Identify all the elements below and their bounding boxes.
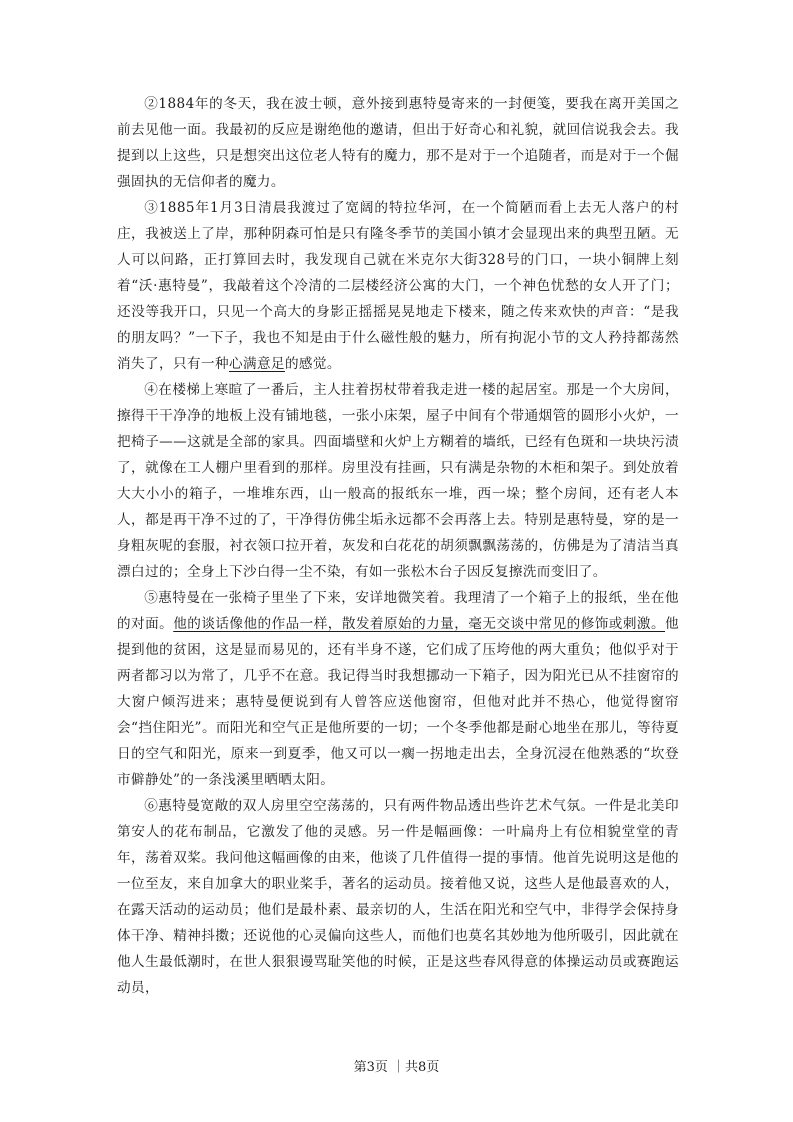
article-body bbox=[117, 91, 679, 1001]
paragraph-text: ③1885年1月3日清晨我渡过了宽阔的特拉华河，在一个简陋而看上去无人落户的村庄，我被送上了岸，那种阴森可怕是只有隆冬季节的美国小镇才会显现出来的典型丑陋。无人可以问路，正打算回去时，我发现自己就在米克尔大街328号的门口，一块小铜牌上刻着“沃·惠特曼”，我敲着这个冷清的二层楼经济公寓的大门，一个神色忧愁的女人开了门；还没等我开口，只见一个高大的身影正摇摇晃晃地走下楼来，随之传来欢快的声音：“是我的朋友吗？”一下子，我也不知是由于什么磁性般的魅力，所有拘泥小节的文人矜持都荡然消失了，只有一种 bbox=[117, 200, 679, 372]
paragraph bbox=[117, 793, 679, 1001]
paragraph-text: ②1884年的冬天，我在波士顿，意外接到惠特曼寄来的一封便笺，要我在离开美国之前去见他一面。我最初的反应是谢绝他的邀请，但出于好奇心和礼貌，就回信说我会去。我提到以上这些，只是想突出这位老人特有的魔力，那不是对于一个追随者，而是对于一个倔强固执的无信仰者的魔力。 bbox=[117, 96, 679, 190]
underlined-phrase: 他的谈话像他的作品一样，散发着原始的力量，毫无交谈中常见的修饰或刺激。 bbox=[173, 616, 666, 632]
paragraph-text: ⑤惠特曼在一张椅子里坐了下来，安详地微笑着。我理清了一个箱子上的报纸，坐在他的对面。 bbox=[117, 590, 679, 632]
page-footer: 第3页 ｜共8页 bbox=[353, 1060, 440, 1075]
paragraph bbox=[117, 377, 679, 585]
paragraph-text: 的感觉。 bbox=[284, 356, 341, 372]
underlined-phrase: 心满意足 bbox=[228, 356, 285, 372]
paragraph bbox=[117, 195, 679, 377]
paragraph bbox=[117, 91, 679, 195]
paragraph bbox=[117, 585, 679, 793]
paragraph-text: ④在楼梯上寒暄了一番后，主人拄着拐杖带着我走进一楼的起居室。那是一个大房间，擦得干干净净的地板上没有铺地毯，一张小床架，屋子中间有个带通烟管的圆形小火炉，一把椅子——这就是全部的家具。四面墙壁和火炉上方糊着的墙纸，已经有色斑和一块块污渍了，就像在工人棚户里看到的那样。房里没有挂画，只有满是杂物的木柜和架子。到处放着大大小小的箱子，一堆堆东西，山一般高的报纸东一堆，西一垛；整个房间，还有老人本人，都是再干净不过的了，干净得仿佛尘垢永远都不会再落上去。特别是惠特曼，穿的是一身粗灰呢的套服，衬衣领口拉开着，灰发和白花花的胡须飘飘荡荡的，仿佛是为了清洁当真漂白过的；全身上下沙白得一尘不染，有如一张松木台子因反复擦洗而变旧了。 bbox=[117, 382, 679, 580]
paragraph-text: ⑥惠特曼宽敞的双人房里空空荡荡的，只有两件物品透出些许艺术气氛。一件是北美印第安人的花布制品，它激发了他的灵感。另一件是幅画像：一叶扁舟上有位相貌堂堂的青年，荡着双桨。我问他这幅画像的由来，他谈了几件值得一提的事情。他首先说明这是他的一位至友，来自加拿大的职业桨手，著名的运动员。接着他又说，这些人是他最喜欢的人，在露天活动的运动员；他们是最朴素、最亲切的人，生活在阳光和空气中，非得学会保持身体干净、精神抖擞；还说他的心灵偏向这些人，而他们也莫名其妙地为他所吸引，因此就在他人生最低潮时，在世人狠狠谩骂耻笑他的时候，正是这些春风得意的体操运动员或赛跑运动员， bbox=[117, 798, 679, 996]
paragraph-text: 他提到他的贫困，这是显而易见的，还有半身不遂，它们成了压垮他的两大重负；他似乎对于两者都习以为常了，几乎不在意。我记得当时我想挪动一下箱子，因为阳光已从不挂窗帘的大窗户倾泻进来；惠特曼便说到有人曾答应送他窗帘，但他对此并不热心，他觉得窗帘会“挡住阳光”。而阳光和空气正是他所要的一切；一个冬季他都是耐心地坐在那儿，等待夏日的空气和阳光，原来一到夏季，他又可以一瘸一拐地走出去，全身沉浸在他熟悉的“坎登市僻静处”的一条浅溪里晒晒太阳。 bbox=[117, 616, 680, 788]
